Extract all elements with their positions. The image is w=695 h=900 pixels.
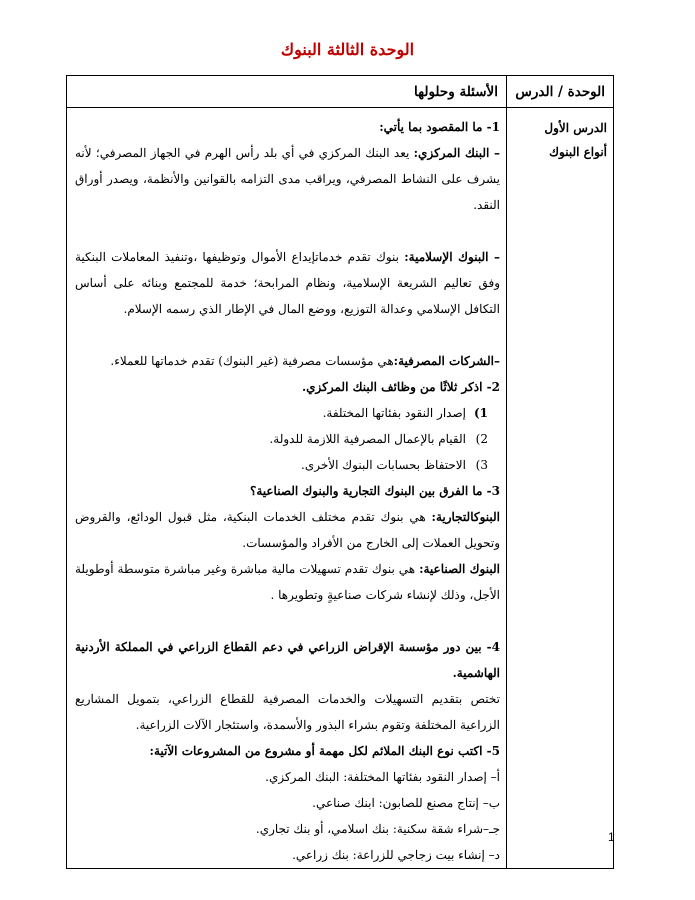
list-item: د– إنشاء بيت زجاجي للزراعة: بنك زراعي.	[292, 848, 500, 862]
question-3-title: 3- ما الفرق بين البنوك التجارية والبنوك الصناعية؟	[249, 484, 500, 498]
definition-banking-companies	[75, 348, 500, 374]
definition-central-bank	[75, 140, 500, 218]
definition-islamic-banks	[75, 244, 500, 322]
term-banking-companies: –الشركات المصرفية:	[393, 354, 500, 368]
question-4-answer: تختص بتقديم التسهيلات والخدمات المصرفية للقطاع الزراعي، بتمويل المشاريع الزراعية المختلفة وتقوم بشراء البذور والأسمدة، واستئجار الآلات الزراعية.	[75, 692, 500, 732]
industrial-banks-answer	[75, 556, 500, 608]
qa-table	[66, 75, 614, 869]
list-item: جـ–شراء شقة سكنية: بنك اسلامي، أو بنك تجاري.	[255, 822, 500, 836]
term-commercial-banks: البنوكالتجارية:	[431, 510, 500, 524]
question-5-title: 5- اكتب نوع البنك الملائم لكل مهمة أو مشروع من المشروعات الآتية:	[149, 744, 500, 758]
questions-header: الأسئلة وحلولها	[67, 76, 507, 108]
def-islamic-banks: بنوك تقدم خدماتإيداع الأموال وتوظيفها ،وتنفيذ المعاملات البنكية وفق تعاليم الشريعة الإسلامية، ونظام المرابحة؛ خدمة للمجتمع وبنائه على أساس التكافل الإسلامي وعدالة التوزيع، ووضع المال في الإطار الذي رسمه الإسلام.	[75, 250, 500, 316]
term-industrial-banks: البنوك الصناعية:	[419, 562, 500, 576]
list-text: إصدار النقود بفئاتها المختلفة.	[322, 406, 466, 420]
page-number: 1	[608, 830, 615, 844]
list-item: ب– إنتاج مصنع للصابون: ابنك صناعي.	[312, 796, 500, 810]
lesson-cell	[507, 108, 614, 869]
list-item	[75, 452, 500, 478]
list-number: 2)	[475, 432, 488, 446]
table-row	[67, 108, 614, 869]
list-number: 1)	[473, 406, 488, 420]
term-islamic-banks: – البنوك الإسلامية:	[404, 250, 501, 264]
list-item: أ– إصدار النقود بفئاتها المختلفة: البنك المركزي.	[265, 770, 500, 784]
list-text: القيام بالإعمال المصرفية اللازمة للدولة.	[269, 432, 466, 446]
list-text: الاحتفاظ بحسابات البنوك الأخرى.	[301, 458, 466, 472]
commercial-banks-answer	[75, 504, 500, 556]
question-2-title: 2- اذكر ثلاثًا من وظائف البنك المركزي.	[301, 380, 500, 394]
lesson-number: الدرس الأول	[544, 121, 607, 135]
def-banking-companies: هي مؤسسات مصرفية (غير البنوك) تقدم خدماتها للعملاء.	[110, 354, 394, 368]
table-header-row	[67, 76, 614, 108]
def-commercial-banks: هي بنوك تقدم مختلف الخدمات البنكية، مثل قبول الودائع، والقروض وتحويل العملات إلى الخارج من الأفراد والمؤسسات.	[75, 510, 500, 550]
term-central-bank: – البنك المركزي:	[413, 146, 500, 160]
list-number: 3)	[475, 458, 488, 472]
lesson-title: أنواع البنوك	[549, 145, 607, 159]
question-4-title: 4- بين دور مؤسسة الإقراض الزراعي في دعم القطاع الزراعي في المملكة الأردنية الهاشمية.	[75, 640, 500, 680]
list-item	[75, 426, 500, 452]
unit-lesson-header: الوحدة / الدرس	[507, 76, 614, 108]
def-central-bank: يعد البنك المركزي في أي بلد رأس الهرم في الجهاز المصرفي؛ لأنه يشرف على النشاط المصرفي، ويراقب مدى التزامه بالقوانين والأنظمة، ويصدر أوراق النقد.	[75, 146, 500, 212]
def-industrial-banks: هي بنوك تقدم تسهيلات مالية مباشرة وغير مباشرة متوسطة أوطويلة الأجل، وذلك لإنشاء شركات صناعيةٍ وتطويرها .	[75, 562, 500, 602]
list-item	[75, 400, 500, 426]
question-1-title: 1- ما المقصود بما يأتي:	[379, 120, 500, 134]
page-title: الوحدة الثالثة البنوك	[280, 40, 415, 59]
answers-cell	[67, 108, 507, 869]
